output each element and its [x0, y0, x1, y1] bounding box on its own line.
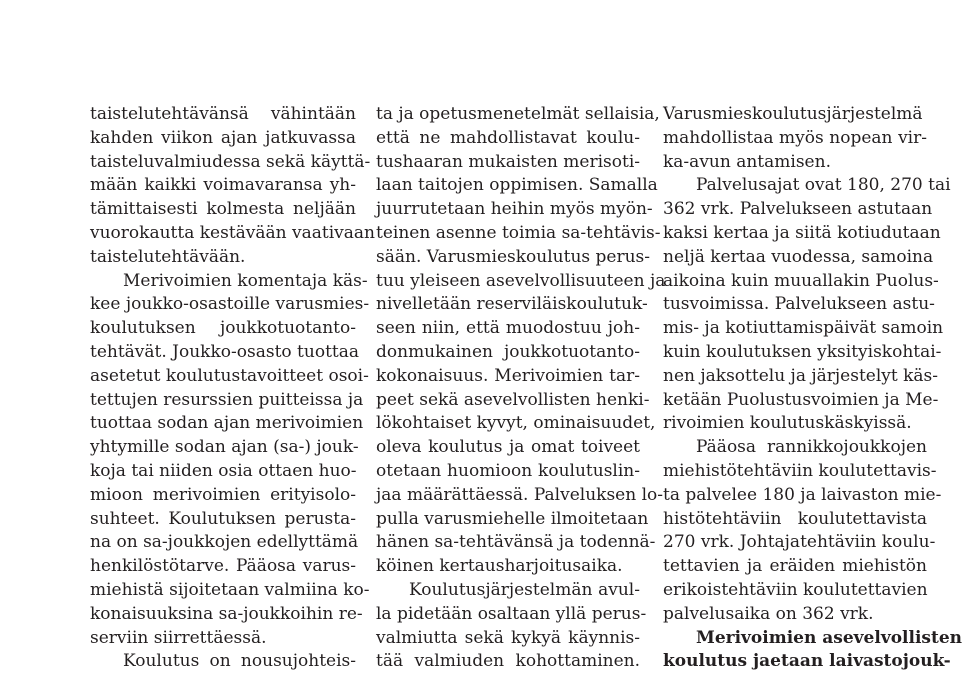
text-line: laan taitojen oppimisen. Samalla [376, 175, 658, 196]
text-line: serviin siirrettäessä. [90, 627, 267, 648]
text-line: hänen sa-tehtävänsä ja todennä- [376, 532, 656, 553]
text-line: Merivoimien komentaja käs- [123, 270, 368, 291]
text-line: neljä kertaa vuodessa, samoina [663, 246, 934, 267]
text-line: vuorokautta kestävään vaativaan [90, 222, 375, 243]
text-line: Pääosa rannikkojoukkojen [696, 437, 927, 458]
text-line: konaisuuksina sa-joukkoihin re- [90, 603, 363, 624]
text-column-2 [376, 103, 666, 674]
text-line: juurrutetaan heihin myös myön- [376, 199, 653, 220]
text-line: ka-avun antamisen. [663, 151, 831, 172]
text-line: lökohtaiset kyvyt, ominaisuudet, [376, 413, 656, 434]
text-line: pulla varusmiehelle ilmoitetaan [376, 508, 649, 529]
text-line: taisteluvalmiudessa sekä käyttä- [90, 151, 371, 172]
text-line: mään kaikki voimavaransa yh- [90, 175, 356, 196]
text-line: kuin koulutuksen yksityiskohtai- [663, 341, 942, 362]
text-line: rivoimien koulutuskäskyissä. [663, 413, 912, 434]
text-line: tämittaisesti kolmesta neljään [90, 199, 356, 220]
text-line: suhteet. Koulutuksen perusta- [90, 508, 356, 529]
text-line: 270 vrk. Johtajatehtäviin koulu- [663, 532, 936, 553]
text-line: erikoistehtäviin koulutettavien [663, 579, 928, 600]
text-line: kokonaisuus. Merivoimien tar- [376, 365, 640, 386]
text-line: tettavien ja eräiden miehistön [663, 556, 927, 577]
text-line: miehistötehtäviin koulutettavis- [663, 460, 937, 481]
text-line: seen niin, että muodostuu joh- [376, 318, 640, 339]
text-line: mahdollistaa myös nopean vir- [663, 127, 927, 148]
text-line: histötehtäviin koulutettavista [663, 508, 927, 529]
text-line: henkilöstötarve. Pääosa varus- [90, 556, 356, 577]
text-column-1 [90, 103, 375, 674]
text-line: aikoina kuin muuallakin Puolus- [663, 270, 939, 291]
text-column-3 [663, 103, 963, 674]
text-line: kaksi kertaa ja siitä kotiudutaan [663, 222, 941, 243]
text-line: ta ja opetusmenetelmät sellaisia, [376, 104, 660, 124]
text-line: Palvelusajat ovat 180, 270 tai [696, 175, 951, 196]
text-line: tuottaa sodan ajan merivoimien [90, 413, 364, 434]
text-line: taistelutehtävänsä vähintään [90, 104, 356, 124]
text-line: koulutus jaetaan laivastojouk- [663, 651, 951, 672]
text-line: teinen asenne toimia sa-tehtävis- [376, 222, 661, 243]
text-line: otetaan huomioon koulutuslin- [376, 460, 640, 481]
text-line: tää valmiuden kohottaminen. [376, 651, 640, 672]
text-line: jaa määrättäessä. Palveluksen lo- [376, 484, 663, 505]
text-line: ketään Puolustusvoimien ja Me- [663, 389, 939, 410]
text-line: donmukainen joukkotuotanto- [376, 341, 640, 362]
text-line: koulutuksen joukkotuotanto- [90, 318, 356, 339]
text-line: mioon merivoimien erityisolo- [90, 484, 356, 505]
text-line: ta palvelee 180 ja laivaston mie- [663, 484, 942, 505]
text-line: peet sekä asevelvollisten henki- [376, 389, 650, 410]
text-line: nivelletään reserviläiskoulutuk- [376, 294, 648, 315]
text-line: tehtävät. Joukko-osasto tuottaa [90, 341, 360, 362]
text-line: oleva koulutus ja omat toiveet [376, 437, 640, 458]
text-line: palvelusaika on 362 vrk. [663, 603, 874, 624]
text-line: Varusmieskoulutusjärjestelmä [663, 104, 923, 124]
text-line: tushaaran mukaisten merisoti- [376, 151, 640, 172]
text-line: taistelutehtävään. [90, 246, 246, 267]
text-line: yhtymille sodan ajan (sa-) jouk- [90, 437, 359, 458]
text-line: että ne mahdollistavat koulu- [376, 127, 640, 148]
text-line: la pidetään osaltaan yllä perus- [376, 603, 647, 624]
text-line: Koulutusjärjestelmän avul- [409, 579, 640, 600]
text-line: Koulutus on nousujohteis- [123, 651, 356, 672]
text-line: tusvoimissa. Palvelukseen astu- [663, 294, 935, 315]
text-line: nen jaksottelu ja järjestelyt käs- [663, 365, 939, 386]
text-line: asetetut koulutustavoitteet osoi- [90, 365, 369, 386]
text-line: tettujen resurssien puitteissa ja [90, 389, 364, 410]
text-line: kahden viikon ajan jatkuvassa [90, 127, 356, 148]
text-line: Merivoimien asevelvollisten [696, 627, 963, 648]
text-line: mis- ja kotiuttamispäivät samoin [663, 318, 944, 339]
text-line: sään. Varusmieskoulutus perus- [376, 246, 651, 267]
text-line: na on sa-joukkojen edellyttämä [90, 532, 359, 553]
text-line: kee joukko-osastoille varusmies- [90, 294, 370, 315]
text-line: tuu yleiseen asevelvollisuuteen ja [376, 270, 666, 291]
text-line: köinen kertausharjoitusaika. [376, 556, 623, 577]
text-line: valmiutta sekä kykyä käynnis- [376, 627, 640, 648]
text-line: 362 vrk. Palvelukseen astutaan [663, 199, 933, 220]
text-line: miehistä sijoitetaan valmiina ko- [90, 579, 370, 600]
text-line: koja tai niiden osia ottaen huo- [90, 460, 357, 481]
